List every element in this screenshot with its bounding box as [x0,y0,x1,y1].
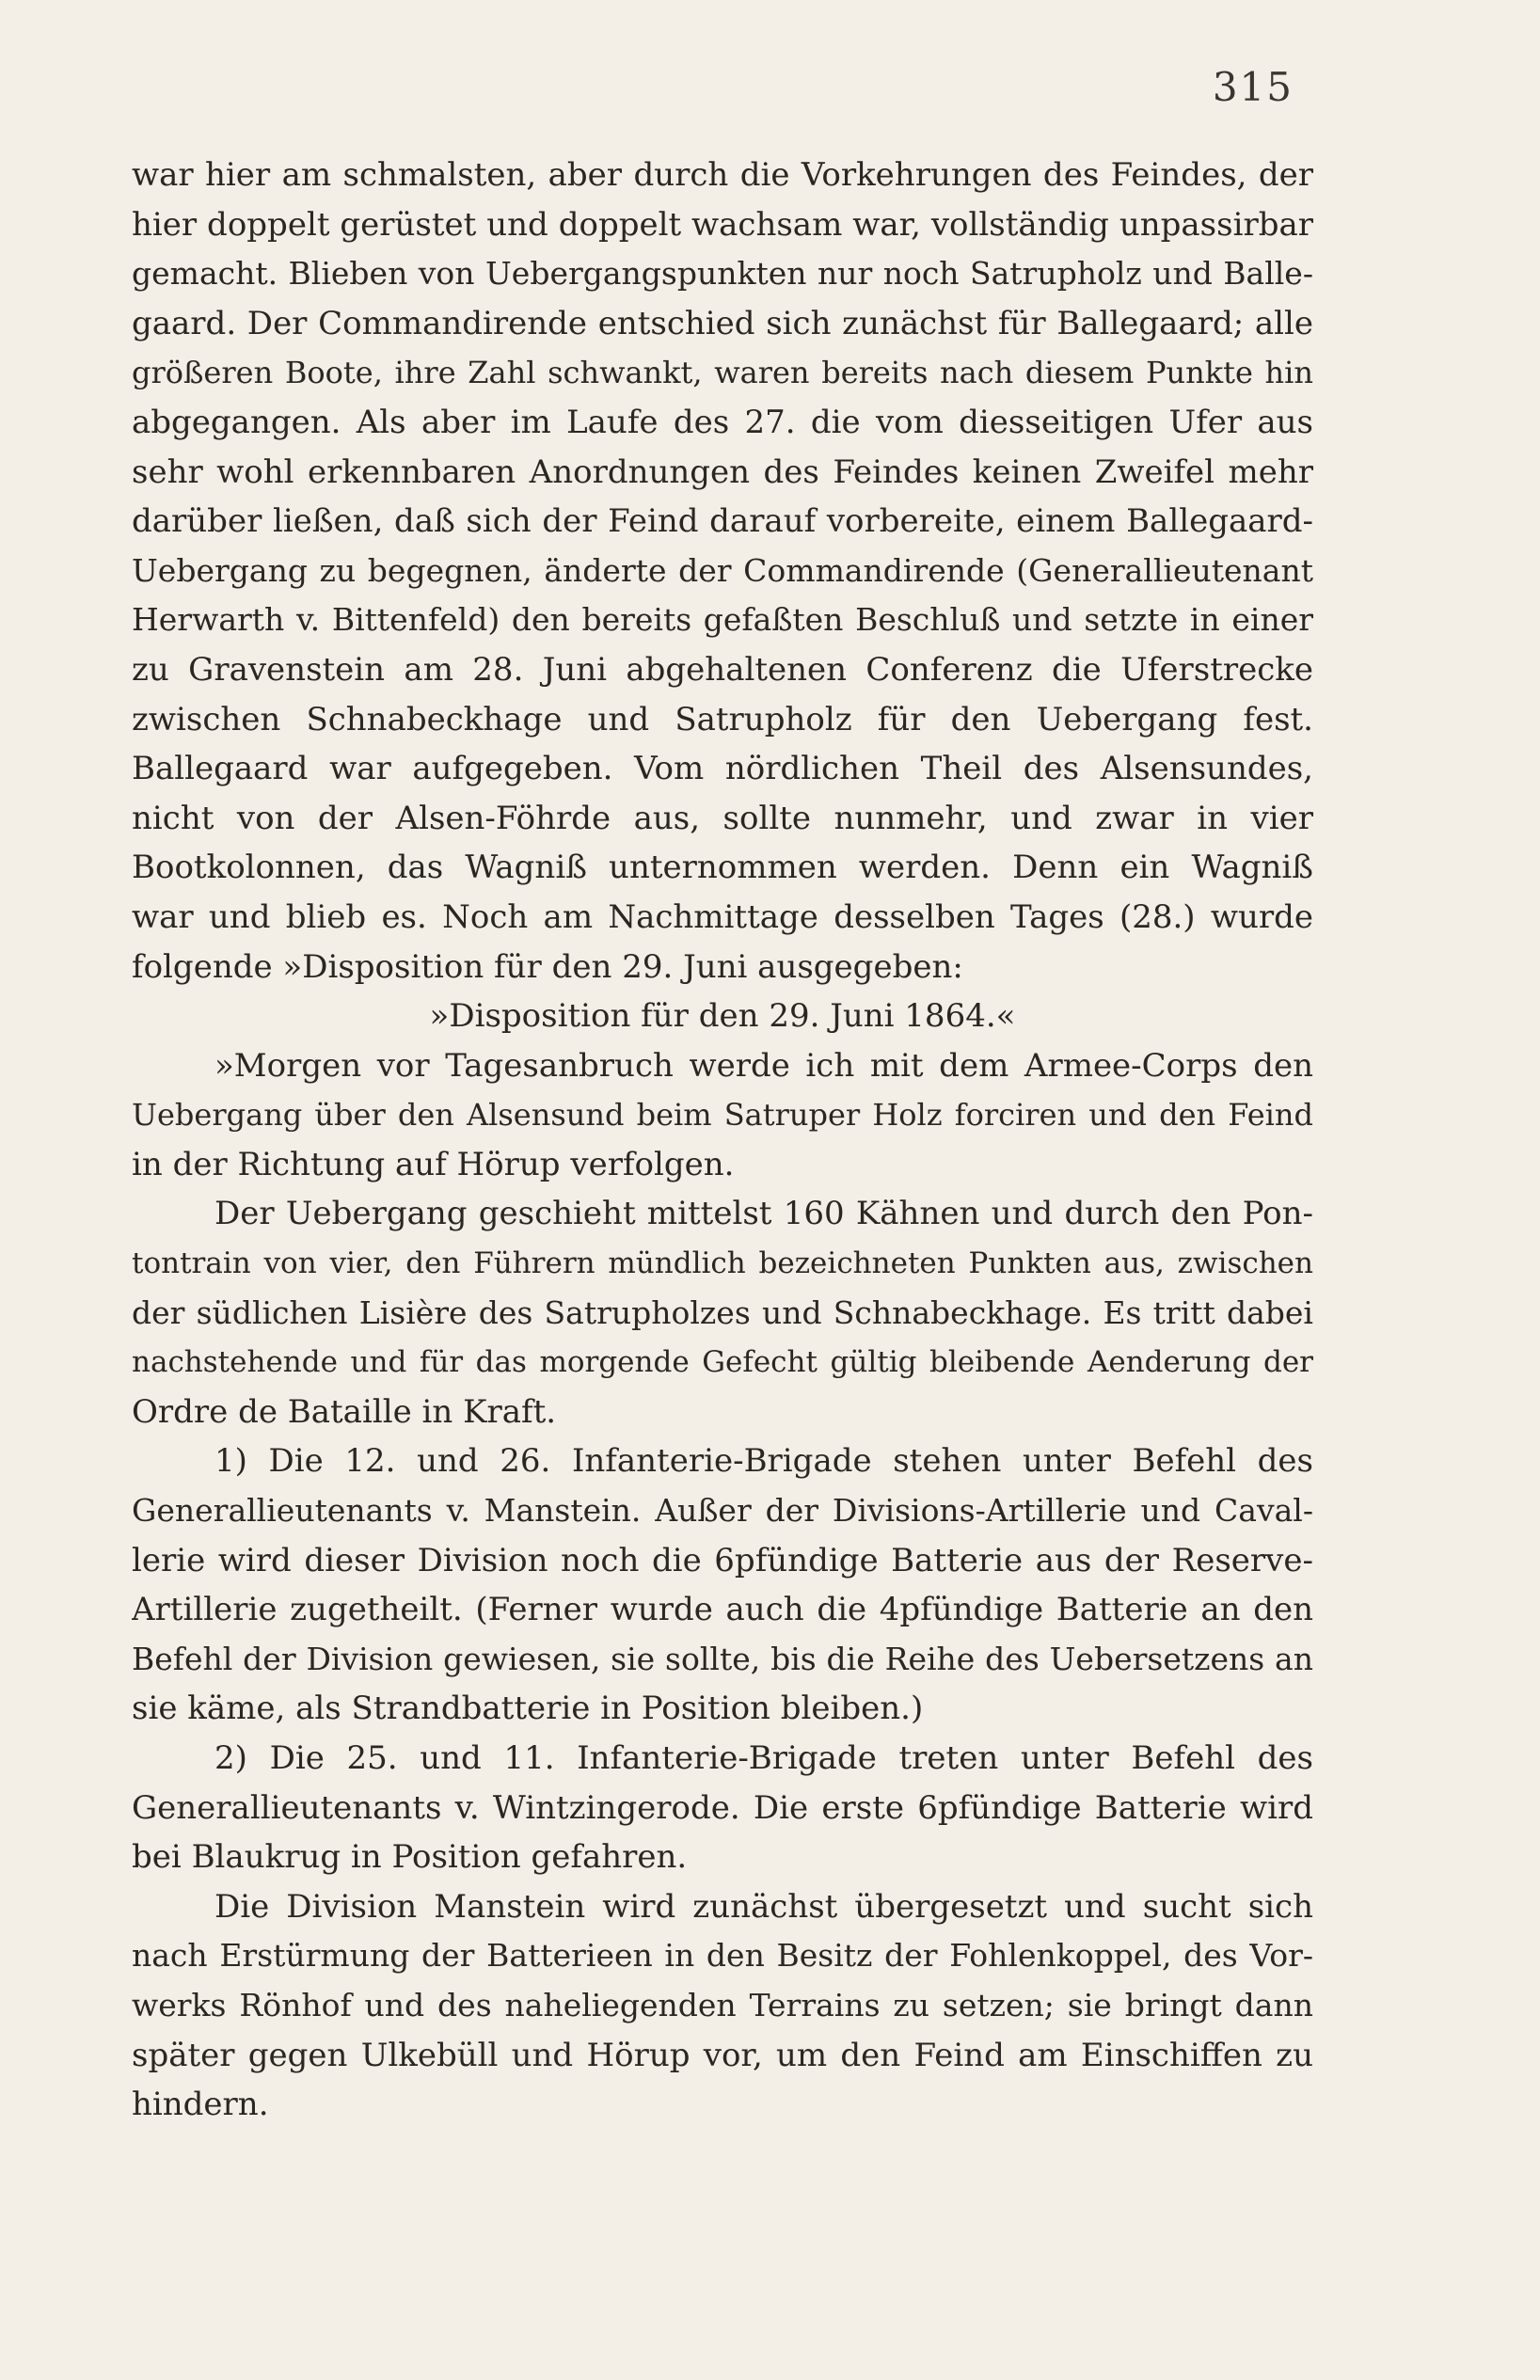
text-line: sie käme, als Strandbatterie in Position bleiben.) [132,1690,924,1728]
text-line: hier doppelt gerüstet und doppelt wachsam war, vollständig unpassirbar [132,205,1313,244]
page-number: 315 [1212,64,1294,110]
text-line: Bootkolonnen, das Wagniß unternommen werden. Denn ein Wagniß [132,849,1313,887]
text-line: größeren Boote, ihre Zahl schwankt, waren bereits nach diesem Punkte hin [132,355,1313,391]
text-line: werks Rönhof und des naheliegenden Terrains zu setzen; sie bringt dann [132,1986,1313,2023]
text-line: abgegangen. Als aber im Laufe des 27. die vom diesseitigen Ufer aus [132,403,1313,441]
text-line: der südlichen Lisière des Satrupholzes und Schnabeckhage. Es tritt dabei [132,1293,1313,1331]
text-line: zu Gravenstein am 28. Juni abgehaltenen Conferenz die Uferstrecke [132,650,1313,689]
body-text [132,151,1313,2130]
text-line: Generallieutenants v. Manstein. Außer der Divisions-Artillerie und Caval- [132,1492,1313,1530]
text-line: hindern. [132,2086,269,2124]
text-line: lerie wird dieser Division noch die 6pfündige Batterie aus der Reserve- [132,1541,1313,1579]
text-line: nicht von der Alsen-Föhrde aus, sollte nunmehr, und zwar in vier [132,799,1313,837]
text-line: Befehl der Division gewiesen, sie sollte, bis die Reihe des Uebersetzens an [132,1640,1313,1677]
text-line: war hier am schmalsten, aber durch die Vorkehrungen des Feindes, der [132,156,1313,194]
text-line: zwischen Schnabeckhage und Satrupholz für den Uebergang fest. [132,700,1313,738]
text-line: sehr wohl erkennbaren Anordnungen des Feindes keinen Zweifel mehr [132,452,1313,491]
text-line: Herwarth v. Bittenfeld) den bereits gefaßten Beschluß und setzte in einer [132,601,1313,639]
text-line: folgende »Disposition für den 29. Juni ausgegeben: [132,947,963,986]
text-line: nachstehende und für das morgende Gefecht gültig bleibende Aenderung der [132,1345,1313,1380]
text-line: 1) Die 12. und 26. Infanterie-Brigade stehen unter Befehl des [214,1442,1313,1481]
text-line: darüber ließen, daß sich der Feind darauf vorbereite, einem Ballegaard- [132,502,1313,541]
text-line: Ordre de Bataille in Kraft. [132,1392,557,1431]
text-line: später gegen Ulkebüll und Hörup vor, um den Feind am Einschiffen zu [132,2036,1313,2074]
text-line: nach Erstürmung der Batterieen in den Besitz der Fohlenkoppel, des Vor- [132,1937,1313,1975]
text-line: Artillerie zugetheilt. (Ferner wurde auch die 4pfündige Batterie an den [132,1591,1313,1629]
text-line: war und blieb es. Noch am Nachmittage desselben Tages (28.) wurde [132,897,1313,936]
text-line: Uebergang zu begegnen, änderte der Commandirende (Generallieutenant [132,551,1313,589]
text-line: Ballegaard war aufgegeben. Vom nördlichen Theil des Alsensundes, [132,750,1313,788]
text-line: tontrain von vier, den Führern mündlich bezeichneten Punkten aus, zwischen [132,1246,1313,1281]
text-line: 2) Die 25. und 11. Infanterie-Brigade treten unter Befehl des [214,1739,1313,1777]
text-line: Uebergang über den Alsensund beim Satruper Holz forciren und den Feind [132,1097,1313,1134]
text-line: gemacht. Blieben von Uebergangspunkten nur noch Satrupholz und Balle- [132,255,1313,293]
text-line: in der Richtung auf Hörup verfolgen. [132,1145,735,1183]
text-line: gaard. Der Commandirende entschied sich zunächst für Ballegaard; alle [132,304,1313,342]
text-line: »Disposition für den 29. Juni 1864.« [429,997,1016,1036]
text-line: bei Blaukrug in Position gefahren. [132,1838,688,1877]
text-line: Generallieutenants v. Wintzingerode. Die erste 6pfündige Batterie wird [132,1788,1313,1827]
text-line: Die Division Manstein wird zunächst übergesetzt und sucht sich [214,1887,1313,1926]
text-line: Der Uebergang geschieht mittelst 160 Kähnen und durch den Pon- [214,1195,1313,1233]
text-line: »Morgen vor Tagesanbruch werde ich mit dem Armee-Corps den [214,1046,1313,1085]
